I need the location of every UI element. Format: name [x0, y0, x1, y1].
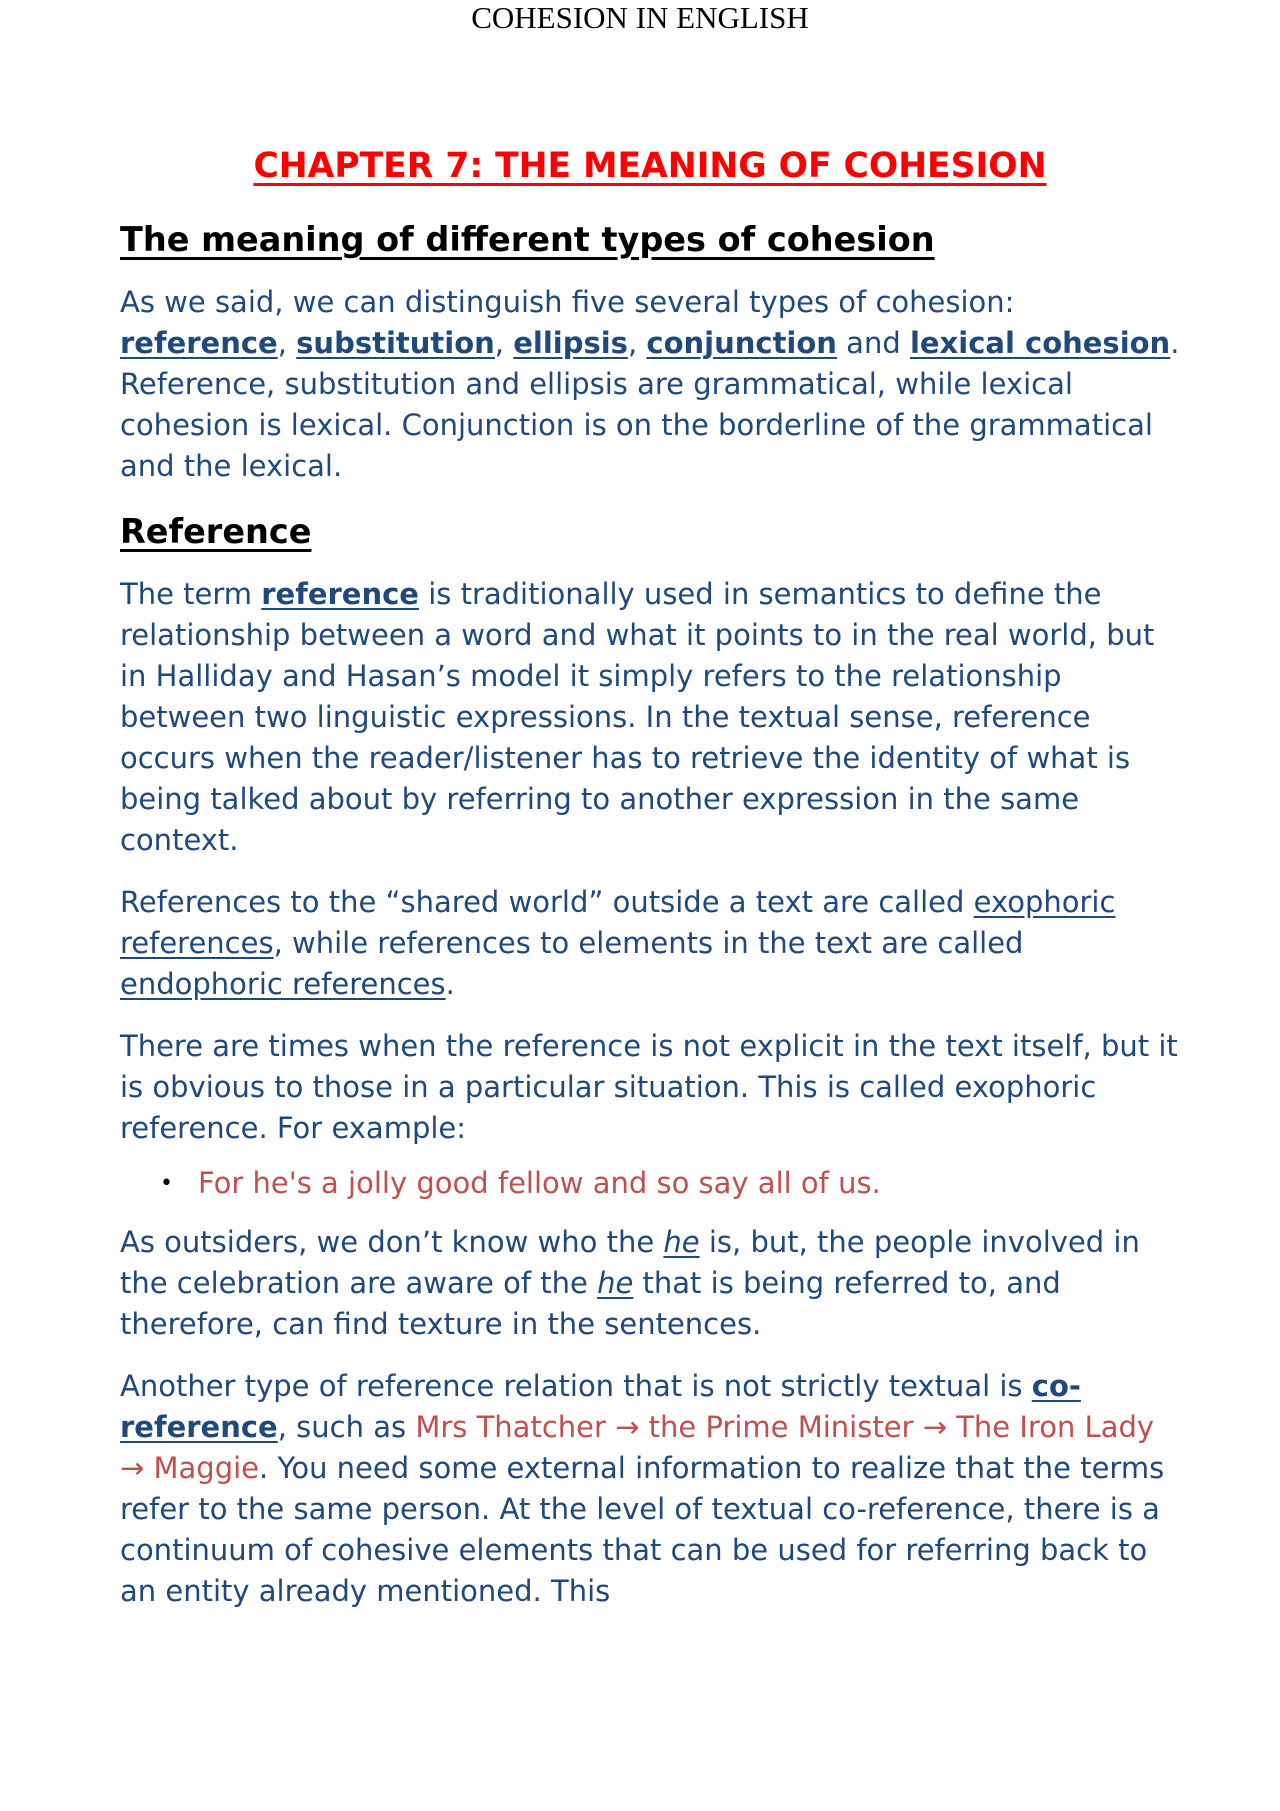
text-run: The term [120, 577, 262, 611]
text-run: . [445, 967, 455, 1001]
term-co-reference: co-reference [120, 1369, 1081, 1444]
paragraph-exophoric-endophoric [120, 882, 1180, 1005]
chapter-title-text: CHAPTER 7: THE MEANING OF COHESION [253, 146, 1047, 186]
text-run: is traditionally used in semantics to define the relationship between a word and what it points to in the real world, but in Halliday and Hasan’s model it simply refers to the relationship between two linguistic expressions. In the textual sense, reference occurs when the reader/listener has to retrieve the identity of what is being talked about by referring to another expression in the same context. [120, 577, 1155, 857]
term-lexical-cohesion: lexical cohesion [909, 326, 1171, 360]
example-sentence: For he's a jolly good fellow and so say all of us. [198, 1166, 881, 1200]
term-ellipsis: ellipsis [513, 326, 628, 360]
text-run: , [494, 326, 514, 360]
section-heading-types: The meaning of different types of cohesion [120, 220, 935, 259]
term-exophoric-references: exophoric references [120, 885, 1116, 960]
list-item [120, 1163, 1180, 1204]
text-run: There are times when the reference is not explicit in the text itself, but it is obvious to those in a particular situation. This is called exophoric reference. For example: [120, 1029, 1178, 1145]
term-conjunction: conjunction [646, 326, 837, 360]
text-run: As outsiders, we don’t know who the [120, 1225, 664, 1259]
pronoun-he: he [663, 1225, 700, 1259]
text-run: , while references to elements in the text are called [273, 926, 1024, 960]
text-run: Another type of reference relation that is not strictly textual is [120, 1369, 1032, 1403]
text-run: , [627, 326, 647, 360]
paragraph-types-intro [120, 282, 1180, 487]
paragraph-exophoric-example-intro [120, 1026, 1180, 1149]
term-reference: reference [120, 326, 278, 360]
text-run: that is being referred to, and therefore, can find texture in the sentences. [120, 1266, 1061, 1341]
example-list [120, 1163, 1180, 1204]
text-run: As we said, we can distinguish five several types of cohesion: [120, 285, 1015, 319]
paragraph-outsiders [120, 1222, 1180, 1345]
text-run: . Reference, substitution and ellipsis are grammatical, while lexical cohesion is lexical. Conjunction is on the borderline of the grammatical and the lexical. [120, 326, 1180, 483]
text-run: , [277, 326, 297, 360]
document-body [120, 142, 1180, 1633]
term-endophoric-references: endophoric references [120, 967, 446, 1001]
co-reference-example: Mrs Thatcher → the Prime Minister → The Iron Lady → Maggie [120, 1410, 1155, 1485]
text-run: References to the “shared world” outside a text are called [120, 885, 974, 919]
chapter-title [120, 142, 1180, 190]
text-run: and [836, 326, 910, 360]
bullet-icon: • [160, 1171, 173, 1196]
paragraph-reference-definition [120, 574, 1180, 861]
running-header: COHESION IN ENGLISH [471, 0, 809, 35]
term-reference: reference [261, 577, 419, 611]
text-run: , such as [277, 1410, 416, 1444]
term-substitution: substitution [296, 326, 495, 360]
text-run: is, but, the people involved in the celebration are aware of the [120, 1225, 1140, 1300]
text-run: . You need some external information to realize that the terms refer to the same person. At the level of textual co-reference, there is a continuum of cohesive elements that can be used for referring back to an entity already mentioned. This [120, 1451, 1165, 1608]
paragraph-co-reference [120, 1366, 1180, 1612]
pronoun-he: he [597, 1266, 634, 1300]
section-heading-reference: Reference [120, 512, 312, 551]
